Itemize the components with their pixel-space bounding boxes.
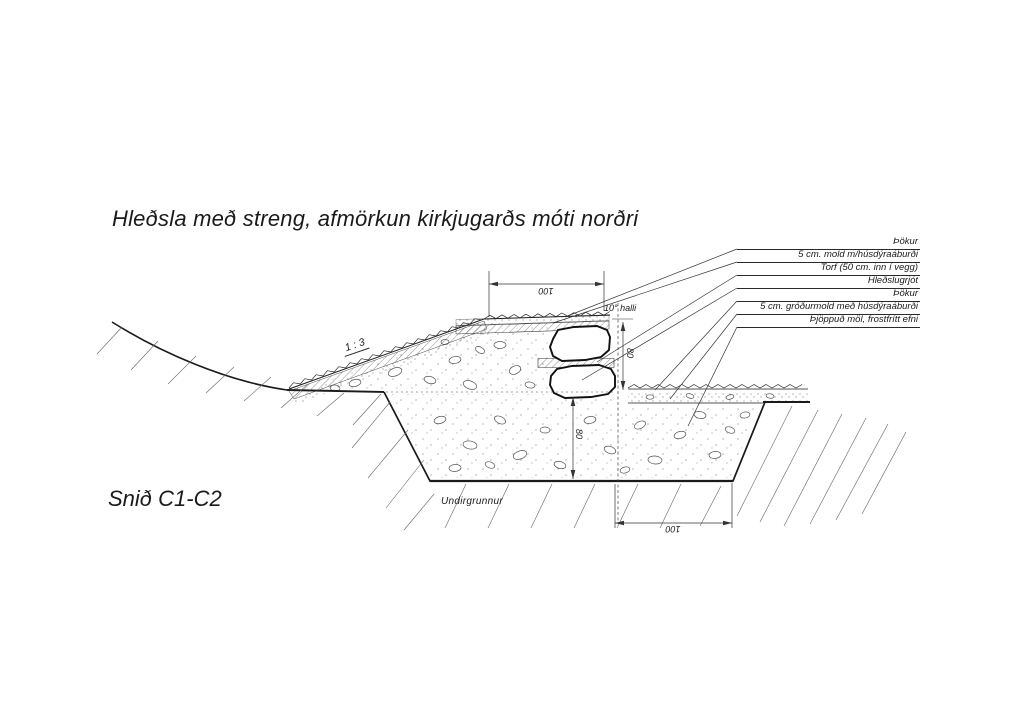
subgrade-label: Undirgrunnur (441, 496, 503, 507)
stone-upper (550, 326, 610, 361)
callout-thokur-right: Þökur (737, 288, 920, 302)
slope-ratio-label: 1 : 3 (340, 335, 370, 357)
dimension-bottom-width: 100 (665, 524, 681, 534)
callout-mold: 5 cm. mold m/húsdýraáburði (737, 249, 920, 263)
section-label: Snið C1-C2 (108, 486, 222, 511)
stone-lower (550, 365, 615, 398)
dimension-top-width: 100 (538, 286, 554, 296)
wall-stones (538, 326, 615, 398)
callout-torf: Torf (50 cm. inn í vegg) (737, 262, 920, 276)
callout-mol: Þjöppuð möl, frostfrítt efni (737, 314, 920, 328)
callout-grodurmold: 5 cm. gróðurmold með húsdýraáburði (737, 301, 920, 315)
dimension-wall-height: 80 (625, 347, 635, 358)
dimension-foundation-depth: 80 (574, 428, 584, 439)
callout-hledslugrjot: Hleðslugrjót (737, 275, 920, 289)
callout-thokur-top: Þökur (737, 236, 920, 250)
page-title: Hleðsla með streng, afmörkun kirkjugarðs móti norðri (112, 206, 639, 231)
top-slope-label: 10° halli (604, 303, 637, 313)
